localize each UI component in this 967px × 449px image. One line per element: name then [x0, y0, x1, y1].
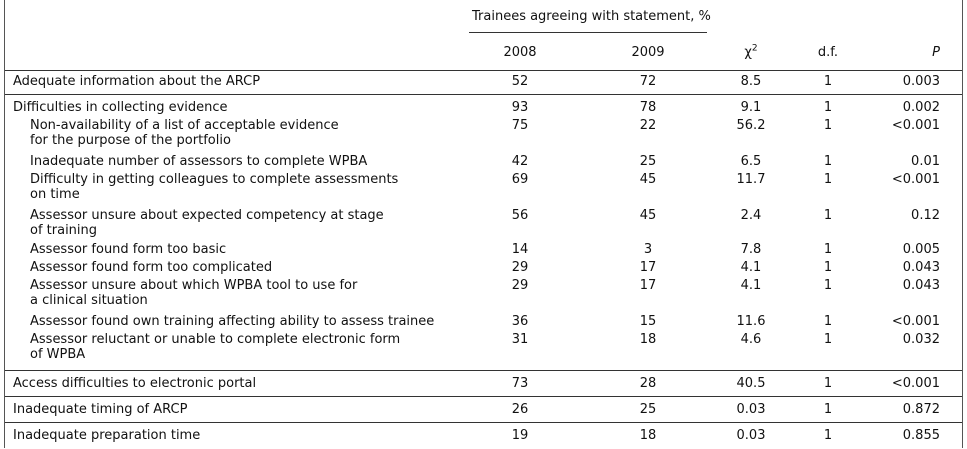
value-2009: 18	[639, 332, 657, 347]
chi-superscript: 2	[751, 43, 758, 54]
value-2009: 78	[639, 100, 657, 115]
value-p: 0.005	[902, 242, 940, 257]
value-df: 1	[823, 402, 833, 417]
value-2008: 69	[511, 172, 529, 187]
row-label: Access difficulties to electronic portal	[13, 376, 257, 391]
value-chi2: 0.03	[736, 428, 766, 443]
value-df: 1	[823, 260, 833, 275]
value-p: 0.003	[902, 74, 940, 89]
value-p: <0.001	[891, 376, 940, 391]
value-df: 1	[823, 314, 833, 329]
value-chi2: 11.6	[736, 314, 766, 329]
value-df: 1	[823, 172, 833, 187]
value-p: 0.043	[902, 260, 940, 275]
value-chi2: 0.03	[736, 402, 766, 417]
value-df: 1	[823, 332, 833, 347]
col-header-chi2	[726, 45, 776, 60]
value-2009: 25	[639, 402, 657, 417]
value-2008: 31	[511, 332, 529, 347]
value-p: 0.12	[911, 208, 940, 223]
value-p: 0.002	[902, 100, 940, 115]
value-chi2: 11.7	[736, 172, 766, 187]
value-df: 1	[823, 118, 833, 133]
value-p: 0.872	[902, 402, 940, 417]
value-df: 1	[823, 376, 833, 391]
value-chi2: 2.4	[740, 208, 762, 223]
row-rule	[5, 94, 962, 95]
value-2008: 42	[511, 154, 529, 169]
value-df: 1	[823, 74, 833, 89]
value-chi2: 40.5	[736, 376, 766, 391]
value-2009: 22	[639, 118, 657, 133]
value-2008: 26	[511, 402, 529, 417]
value-2008: 19	[511, 428, 529, 443]
value-p: <0.001	[891, 314, 940, 329]
value-2009: 25	[639, 154, 657, 169]
value-chi2: 4.6	[740, 332, 762, 347]
value-2008: 36	[511, 314, 529, 329]
column-group-label: Trainees agreeing with statement, %	[472, 9, 711, 24]
col-header-df: d.f.	[817, 45, 839, 60]
value-df: 1	[823, 100, 833, 115]
row-label-continued: of training	[30, 223, 98, 238]
value-2008: 29	[511, 278, 529, 293]
header-rule	[5, 70, 962, 71]
value-2009: 28	[639, 376, 657, 391]
row-label: Difficulty in getting colleagues to complete assessments	[30, 172, 399, 187]
value-p: <0.001	[891, 118, 940, 133]
value-df: 1	[823, 428, 833, 443]
col-header-p: P	[932, 45, 940, 60]
value-df: 1	[823, 154, 833, 169]
row-label: Assessor reluctant or unable to complete electronic form	[30, 332, 401, 347]
value-2009: 72	[639, 74, 657, 89]
row-label: Assessor unsure about which WPBA tool to use for	[30, 278, 358, 293]
row-rule	[5, 422, 962, 423]
row-label-continued: of WPBA	[30, 347, 86, 362]
row-label-continued: a clinical situation	[30, 293, 148, 308]
value-2009: 45	[639, 172, 657, 187]
value-p: <0.001	[891, 172, 940, 187]
value-chi2: 8.5	[740, 74, 762, 89]
row-label: Difficulties in collecting evidence	[13, 100, 228, 115]
value-chi2: 56.2	[736, 118, 766, 133]
value-2008: 14	[511, 242, 529, 257]
value-df: 1	[823, 278, 833, 293]
value-df: 1	[823, 242, 833, 257]
col-header-2009: 2009	[631, 45, 665, 60]
value-2008: 75	[511, 118, 529, 133]
row-label: Assessor found form too basic	[30, 242, 227, 257]
row-label-continued: on time	[30, 187, 80, 202]
value-2009: 17	[639, 260, 657, 275]
value-df: 1	[823, 208, 833, 223]
row-label: Inadequate number of assessors to complete WPBA	[30, 154, 368, 169]
value-2009: 3	[643, 242, 653, 257]
row-label: Adequate information about the ARCP	[13, 74, 261, 89]
col-header-2008: 2008	[503, 45, 537, 60]
value-chi2: 7.8	[740, 242, 762, 257]
value-p: 0.032	[902, 332, 940, 347]
value-2008: 52	[511, 74, 529, 89]
row-label: Inadequate timing of ARCP	[13, 402, 188, 417]
row-rule	[5, 396, 962, 397]
row-label: Inadequate preparation time	[13, 428, 201, 443]
value-p: 0.01	[911, 154, 940, 169]
value-2009: 17	[639, 278, 657, 293]
row-label: Assessor unsure about expected competency at stage	[30, 208, 384, 223]
value-2008: 73	[511, 376, 529, 391]
value-2009: 15	[639, 314, 657, 329]
value-2008: 29	[511, 260, 529, 275]
value-p: 0.043	[902, 278, 940, 293]
value-2008: 93	[511, 100, 529, 115]
group-underline	[469, 32, 707, 33]
row-label: Assessor found own training affecting ability to assess trainee	[30, 314, 435, 329]
row-label: Assessor found form too complicated	[30, 260, 273, 275]
value-2009: 45	[639, 208, 657, 223]
value-chi2: 4.1	[740, 260, 762, 275]
value-chi2: 6.5	[740, 154, 762, 169]
value-chi2: 9.1	[740, 100, 762, 115]
value-p: 0.855	[902, 428, 940, 443]
row-label: Non-availability of a list of acceptable evidence	[30, 118, 339, 133]
row-label-continued: for the purpose of the portfolio	[30, 133, 231, 148]
row-rule	[5, 370, 962, 371]
chi-symbol: χ	[744, 45, 752, 60]
value-chi2: 4.1	[740, 278, 762, 293]
value-2008: 56	[511, 208, 529, 223]
value-2009: 18	[639, 428, 657, 443]
